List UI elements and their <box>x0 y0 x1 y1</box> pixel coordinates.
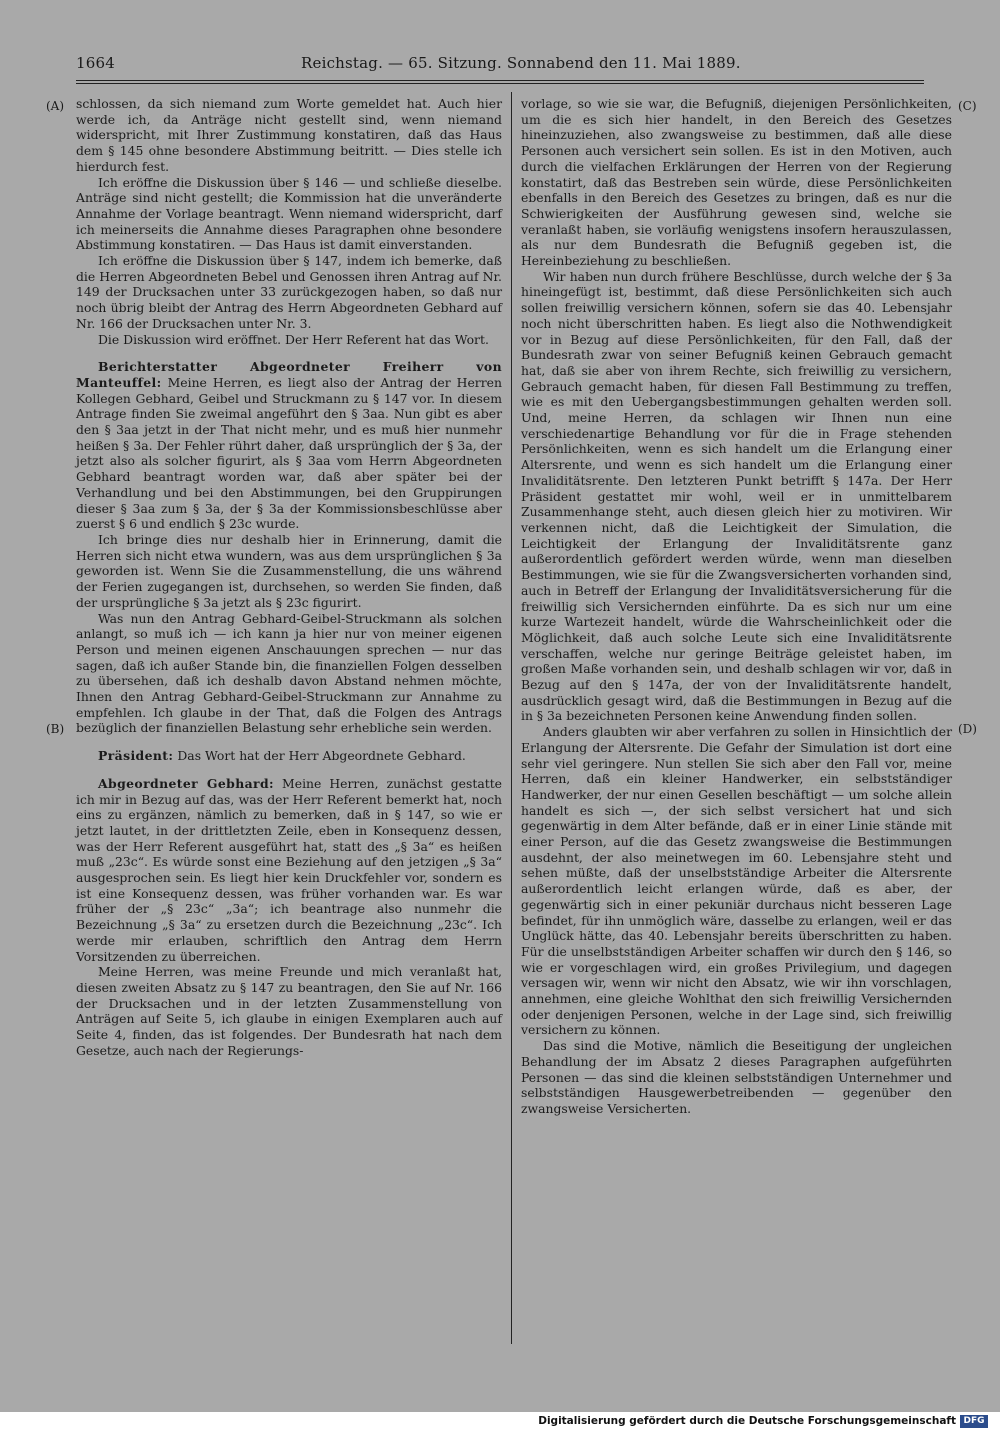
footer-credit: Digitalisierung gefördert durch die Deutsche Forschungsgemeinschaft <box>538 1415 956 1427</box>
speech-paragraph: Berichterstatter Abgeordneter Freiherr von Manteuffel: Meine Herren, es liegt also der Antrag der Herren Kollegen Gebhard, Geibel und Struckmann zu § 147 vor. In diesem Antrage finden Sie zweimal angeführt den § 3aa. Nun gibt es aber den § 3aa jetzt in der That nicht mehr, und es muß hier nunmehr heißen § 3a. Der Fehler rührt daher, daß ursprünglich der § 3a, der jetzt also als solcher figurirt, als § 3aa vom Herrn Abgeordneten Gebhard beantragt worden war, daß aber später bei der Verhandlung und bei den Abstimmungen, bei den Gruppirungen dieser § 3aa zum § 3a, der § 3a der Kommissionsbeschlüsse aber zuerst § 6 und endlich § 23c wurde. <box>76 359 502 532</box>
paragraph: Wir haben nun durch frühere Beschlüsse, durch welche der § 3a hineingefügt ist, bestimmt, daß diese Persönlichkeiten sich auch sollen freiwillig versichern können, sofern sie das 40. Lebensjahr noch nicht überschritten haben. Es liegt also die Nothwendigkeit vor in Bezug auf diese Persönlichkeiten, für den Fall, daß der Bundesrath zwar von seiner Befugniß keinen Gebrauch gemacht hat, daß sie aber von ihrem Rechte, sich freiwillig zu versichern, Gebrauch gemacht haben, für diesen Fall Bestimmung zu treffen, wie es mit den Uebergangsbestimmungen gehalten werden soll. Und, meine Herren, da schlagen wir Ihnen nun eine verschiedenartige Behandlung vor für die in Frage stehenden Persönlichkeiten, wenn es sich handelt um die Erlangung einer Altersrente, und wenn es sich handelt um die Erlangung einer Invaliditätsrente. Den letzteren Punkt betrifft § 147a. Der Herr Präsident gestattet mir wohl, weil er in unmittelbarem Zusammenhange steht, auch diesen gleich hier zu motiviren. Wir verkennen nicht, daß die Leichtigkeit der Simulation, die Leichtigkeit der Erlangung der Invaliditätsrente ganz außerordentlich gefördert werden würde, wenn man dieselben Bestimmungen, wie sie für die Zwangsversicherten vorhanden sind, auch in Betreff der Erlangung der Invaliditätsversicherung für die freiwillig sich Versichernden einführte. Da es sich nur um eine kurze Wartezeit handelt, würde die Wahrscheinlichkeit oder die Möglichkeit, daß auch solche Leute sich eine Invaliditätsrente verschaffen, welche nur geringe Beiträge geleistet haben, im großen Maße vorhanden sein, und deshalb schlagen wir vor, daß in Bezug auf den § 147a, der von der Invaliditätsrente handelt, ausdrücklich gesagt wird, daß die Bestimmungen in Bezug auf die in § 3a bezeichneten Personen keine Anwendung finden sollen. <box>521 268 952 724</box>
paragraph: Die Diskussion wird eröffnet. Der Herr Referent hat das Wort. <box>98 331 489 347</box>
paragraph: schlossen, da sich niemand zum Worte gemeldet hat. Auch hier werde ich, da Anträge nicht gestellt sind, wenn niemand widerspricht, mit Ihrer Zustimmung konstatiren, daß das Haus dem § 145 ohne besondere Abstimmung beitritt. — Dies stelle ich hierdurch fest. <box>76 96 502 174</box>
margin-mark-d: (D) <box>958 722 977 736</box>
column-separator <box>511 92 512 1344</box>
speaker-name: Präsident: <box>98 748 174 764</box>
footer-bar <box>0 1412 1000 1432</box>
speech-paragraph: Abgeordneter Gebhard: Meine Herren, zunächst gestatte ich mir in Bezug auf das, was der Herr Referent bemerkt hat, noch eins zu ergänzen, nämlich zu bemerken, daß in § 147, so wie er jetzt lautet, in der drittletzten Zeile, eben in Konsequenz dessen, was der Herr Referent ausgeführt hat, statt des „§ 3a“ es heißen muß „23c“. Es würde sonst eine Beziehung auf den jetzigen „§ 3a“ ausgesprochen sein. Es liegt hier kein Druckfehler vor, sondern es ist eine Konsequenz dessen, was früher vorhanden war. Es war früher der „§ 23c“ „3a“; ich beantrage also nunmehr die Bezeichnung „§ 3a“ zu ersetzen durch die Bezeichnung „23c“. Ich werde mir erlauben, schriftlich den Antrag dem Herrn Vorsitzenden zu überreichen. <box>76 775 503 964</box>
header-rule-double <box>76 83 924 84</box>
speaker-name: Berichterstatter Abgeordneter Freiherr von Manteuffel: <box>76 359 502 390</box>
dfg-logo: DFG <box>960 1415 988 1428</box>
left-column <box>76 96 502 1058</box>
margin-mark-b: (B) <box>46 722 65 736</box>
header-title: Reichstag. — 65. Sitzung. Sonnabend den 11. Mai 1889. <box>301 54 741 72</box>
paragraph: Anders glaubten wir aber verfahren zu sollen in Hinsichtlich der Erlangung der Altersrente. Die Gefahr der Simulation ist dort eine sehr viel geringere. Nun stellen Sie sich aber den Fall vor, meine Herren, daß ein kleiner Handwerker, ein selbstständiger Handwerker, der nur einen Gesellen beschäftigt — um solche allein handelt es sich —, der sich selbst versichert hat und sich gegenwärtig in dem Alter befände, daß er in einer Linie stände mit einer Person, auf die das Gesetz zwangsweise die Bestimmungen ausdehnt, der also meinetwegen im 60. Lebensjahre steht und sehen müßte, daß der unselbstständige Arbeiter die Altersrente außerordentlich leicht erlangen würde, daß es aber, der gegenwärtig sich in einer pekuniär durchaus nicht besseren Lage befindet, für ihn unmöglich wäre, dasselbe zu erlangen, weil er das Unglück hätte, das 40. Lebensjahr bereits überschritten zu haben. Für die unselbstständigen Arbeiter schaffen wir durch den § 146, so wie er vorgeschlagen wird, ein großes Privilegium, und dagegen versagen wir, wenn wir nicht den Absatz, wie wir ihn vorschlagen, annehmen, eine gleiche Wohlthat den sich freiwillig Versichernden oder denjenigen Personen, welche in der Lage sind, sich freiwillig versichern zu können. <box>521 724 952 1038</box>
right-column <box>521 96 952 1117</box>
paragraph: Was nun den Antrag Gebhard-Geibel-Struckmann als solchen anlangt, so muß ich — ich kann ja hier nur von meiner eigenen Person und meinen eigenen Anschauungen sprechen — nur das sagen, daß ich außer Stande bin, die finanziellen Folgen desselben zu übersehen, daß ich deshalb davon Abstand nehmen möchte, Ihnen den Antrag Gebhard-Geibel-Struckmann zur Annahme zu empfehlen. Ich glaube in der That, daß die Folgen des Antrags bezüglich der finanziellen Belastung sehr erhebliche sein werden. <box>76 610 502 736</box>
page-number: 1664 <box>76 54 115 72</box>
margin-mark-a: (A) <box>46 99 65 113</box>
speech-paragraph: Präsident: Das Wort hat der Herr Abgeordnete Gebhard. <box>98 748 466 764</box>
paragraph: vorlage, so wie sie war, die Befugniß, diejenigen Persönlichkeiten, um die es sich hier handelt, in den Bereich des Gesetzes hineinzuziehen, also zwangsweise zu bestimmen, daß alle diese Personen auch versichert sein sollen. Es ist in den Motiven, auch durch die vielfachen Erklärungen der Herren von der Regierung konstatirt, daß das Bestreben sein würde, diese Persönlichkeiten ebenfalls in den Bereich des Gesetzes zu bringen, daß es nur die Schwierigkeiten der Ausführung gewesen sind, welche sie veranlaßt haben, sie vorläufig wenigstens insofern herauszulassen, als nur dem Bundesrath die Befugniß gegeben ist, die Hereinbeziehung zu beschließen. <box>521 96 952 269</box>
paragraph: Ich eröffne die Diskussion über § 146 — und schließe dieselbe. Anträge sind nicht gestellt; die Kommission hat die unveränderte Annahme der Vorlage beantragt. Wenn niemand widerspricht, darf ich meinerseits die Annahme dieses Paragraphen ohne besondere Abstimmung konstatiren. — Das Haus ist damit einverstanden. <box>76 174 502 253</box>
paragraph: Meine Herren, was meine Freunde und mich veranlaßt hat, diesen zweiten Absatz zu § 147 zu beantragen, den Sie auf Nr. 166 der Drucksachen und in der letzten Zusammenstellung von Anträgen auf Seite 5, ich glaube in einigen Exemplaren auch auf Seite 4, finden, das ist folgendes. Der Bundesrath hat nach dem Gesetze, auch nach der Regierungs- <box>76 964 502 1058</box>
paragraph: Ich bringe dies nur deshalb hier in Erinnerung, damit die Herren sich nicht etwa wundern, was aus dem ursprünglichen § 3a geworden ist. Wenn Sie die Zusammenstellung, die uns während der Ferien zugegangen ist, durchsehen, so werden Sie finden, daß der ursprüngliche § 3a jetzt als § 23c figurirt. <box>76 531 502 610</box>
header-rule <box>76 80 924 81</box>
page-header <box>76 52 924 76</box>
paragraph: Das sind die Motive, nämlich die Beseitigung der ungleichen Behandlung der im Absatz 2 dieses Paragraphen aufgeführten Personen — das sind die kleinen selbstständigen Unternehmer und selbstständigen Hausgewerbetreibenden — gegenüber den zwangsweise Versicherten. <box>521 1038 952 1116</box>
margin-mark-c: (C) <box>958 99 977 113</box>
speaker-name: Abgeordneter Gebhard: <box>98 775 275 791</box>
paragraph: Ich eröffne die Diskussion über § 147, indem ich bemerke, daß die Herren Abgeordneten Bebel und Genossen ihren Antrag auf Nr. 149 der Drucksachen unter 33 zurückgezogen haben, so daß nur noch übrig bleibt der Antrag des Herrn Abgeordneten Gebhard auf Nr. 166 der Drucksachen unter Nr. 3. <box>76 253 502 331</box>
